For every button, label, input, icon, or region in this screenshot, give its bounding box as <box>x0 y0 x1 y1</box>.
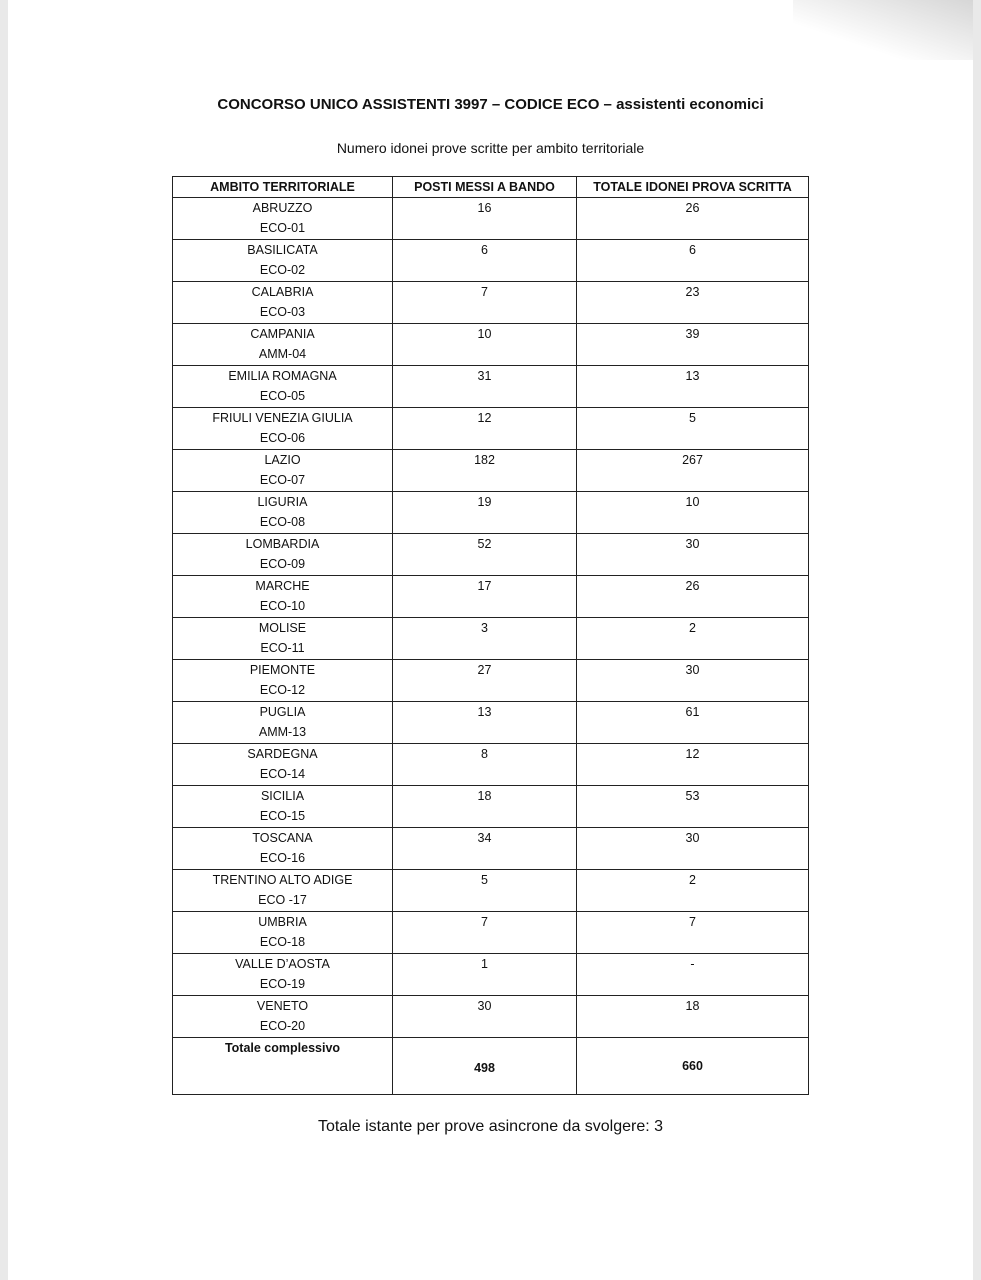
total-idonei-cell <box>577 1038 809 1095</box>
footer-note: Totale istante per prove asincrone da svolgere: 3 <box>317 1118 664 1135</box>
idonei-value: 10 <box>685 495 700 509</box>
region-name: ABRUZZO <box>252 201 313 215</box>
ambito-cell <box>173 366 393 408</box>
ambito-cell <box>173 450 393 492</box>
posti-value: 3 <box>481 621 488 635</box>
posti-value: 5 <box>481 873 488 887</box>
region-name: EMILIA ROMAGNA <box>228 369 337 383</box>
table-total-row <box>173 1038 809 1095</box>
total-label-cell <box>173 1038 393 1095</box>
table-row <box>173 996 809 1038</box>
posti-value: 16 <box>477 201 492 215</box>
region-code: ECO-10 <box>259 599 306 613</box>
ambito-cell <box>173 786 393 828</box>
table-row <box>173 828 809 870</box>
region-name: VENETO <box>256 999 309 1013</box>
region-name: BASILICATA <box>247 243 318 257</box>
idonei-cell <box>577 366 809 408</box>
idonei-value: 61 <box>685 705 700 719</box>
posti-value: 182 <box>474 453 495 467</box>
region-name: LAZIO <box>264 453 301 467</box>
table-row <box>173 366 809 408</box>
idonei-value: 30 <box>685 537 700 551</box>
table-row <box>173 954 809 996</box>
region-name: PIEMONTE <box>249 663 316 677</box>
region-code: ECO-14 <box>259 767 306 781</box>
region-code: ECO-02 <box>259 263 306 277</box>
region-name: TRENTINO ALTO ADIGE <box>212 873 353 887</box>
idonei-value: 23 <box>685 285 700 299</box>
ambito-cell <box>173 408 393 450</box>
posti-cell <box>393 870 577 912</box>
table-body <box>173 198 809 1095</box>
idonei-value: 6 <box>689 243 696 257</box>
posti-value: 27 <box>477 663 492 677</box>
posti-cell <box>393 324 577 366</box>
region-name: TOSCANA <box>252 831 313 845</box>
table-row <box>173 870 809 912</box>
posti-value: 1 <box>481 957 488 971</box>
idonei-value: 13 <box>685 369 700 383</box>
table-row <box>173 912 809 954</box>
idonei-cell <box>577 660 809 702</box>
table-row <box>173 450 809 492</box>
region-name: LIGURIA <box>257 495 308 509</box>
region-code: ECO-12 <box>259 683 306 697</box>
table-row <box>173 240 809 282</box>
table-row <box>173 282 809 324</box>
posti-cell <box>393 702 577 744</box>
region-code: ECO-20 <box>259 1019 306 1033</box>
region-name: SARDEGNA <box>247 747 318 761</box>
ambito-cell <box>173 534 393 576</box>
posti-value: 17 <box>477 579 492 593</box>
table-row <box>173 744 809 786</box>
ambito-cell <box>173 996 393 1038</box>
ambito-cell <box>173 744 393 786</box>
posti-cell <box>393 198 577 240</box>
region-code: ECO-01 <box>259 221 306 235</box>
posti-value: 52 <box>477 537 492 551</box>
region-name: LOMBARDIA <box>245 537 320 551</box>
idonei-cell <box>577 828 809 870</box>
region-code: ECO-05 <box>259 389 306 403</box>
header-ambito: AMBITO TERRITORIALE <box>173 177 393 198</box>
ambito-cell <box>173 324 393 366</box>
region-name: CALABRIA <box>251 285 314 299</box>
page-corner-shadow <box>793 0 973 60</box>
ambito-cell <box>173 702 393 744</box>
idonei-cell <box>577 324 809 366</box>
idonei-cell <box>577 996 809 1038</box>
posti-value: 6 <box>481 243 488 257</box>
ambito-cell <box>173 660 393 702</box>
posti-value: 8 <box>481 747 488 761</box>
header-idonei: TOTALE IDONEI PROVA SCRITTA <box>577 177 809 198</box>
results-table <box>172 176 809 1095</box>
posti-value: 31 <box>477 369 492 383</box>
idonei-value: 12 <box>685 747 700 761</box>
posti-cell <box>393 450 577 492</box>
ambito-cell <box>173 282 393 324</box>
document-subtitle: Numero idonei prove scritte per ambito territoriale <box>336 140 645 156</box>
ambito-cell <box>173 912 393 954</box>
posti-value: 18 <box>477 789 492 803</box>
region-code: AMM-04 <box>258 347 307 361</box>
posti-value: 12 <box>477 411 492 425</box>
idonei-cell <box>577 576 809 618</box>
idonei-cell <box>577 870 809 912</box>
idonei-value: 26 <box>685 201 700 215</box>
idonei-value: - <box>690 957 695 971</box>
idonei-cell <box>577 492 809 534</box>
table-row <box>173 198 809 240</box>
table-row <box>173 324 809 366</box>
posti-value: 13 <box>477 705 492 719</box>
region-code: ECO-03 <box>259 305 306 319</box>
region-code: ECO-11 <box>260 641 305 655</box>
idonei-value: 2 <box>689 621 696 635</box>
idonei-cell <box>577 198 809 240</box>
idonei-value: 2 <box>689 873 696 887</box>
region-code: ECO-08 <box>259 515 306 529</box>
ambito-cell <box>173 576 393 618</box>
posti-value: 34 <box>477 831 492 845</box>
posti-cell <box>393 282 577 324</box>
idonei-cell <box>577 702 809 744</box>
total-idonei: 660 <box>682 1059 703 1073</box>
idonei-value: 53 <box>685 789 700 803</box>
idonei-value: 30 <box>685 663 700 677</box>
posti-cell <box>393 660 577 702</box>
posti-value: 19 <box>477 495 492 509</box>
idonei-cell <box>577 618 809 660</box>
table-row <box>173 786 809 828</box>
idonei-value: 18 <box>685 999 700 1013</box>
posti-cell <box>393 492 577 534</box>
idonei-cell <box>577 534 809 576</box>
region-code: ECO-18 <box>259 935 306 949</box>
table-row <box>173 618 809 660</box>
region-name: MARCHE <box>255 579 310 593</box>
posti-cell <box>393 408 577 450</box>
region-code: ECO -17 <box>258 893 307 907</box>
table-row <box>173 408 809 450</box>
posti-cell <box>393 576 577 618</box>
posti-cell <box>393 912 577 954</box>
ambito-cell <box>173 198 393 240</box>
idonei-value: 26 <box>685 579 700 593</box>
posti-value: 7 <box>481 285 488 299</box>
idonei-cell <box>577 954 809 996</box>
idonei-value: 39 <box>685 327 700 341</box>
table-row <box>173 660 809 702</box>
posti-cell <box>393 366 577 408</box>
header-posti: POSTI MESSI A BANDO <box>393 177 577 198</box>
region-name: VALLE D’AOSTA <box>235 957 330 971</box>
posti-cell <box>393 828 577 870</box>
idonei-cell <box>577 744 809 786</box>
ambito-cell <box>173 828 393 870</box>
region-code: AMM-13 <box>258 725 307 739</box>
ambito-cell <box>173 870 393 912</box>
region-name: SICILIA <box>260 789 305 803</box>
table-row <box>173 534 809 576</box>
region-name: FRIULI VENEZIA GIULIA <box>212 411 353 425</box>
region-code: ECO-09 <box>259 557 306 571</box>
ambito-cell <box>173 618 393 660</box>
region-code: ECO-06 <box>259 431 306 445</box>
posti-cell <box>393 534 577 576</box>
posti-cell <box>393 954 577 996</box>
region-name: PUGLIA <box>259 705 306 719</box>
posti-cell <box>393 618 577 660</box>
region-name: MOLISE <box>258 621 307 635</box>
posti-cell <box>393 240 577 282</box>
table-row <box>173 492 809 534</box>
ambito-cell <box>173 954 393 996</box>
posti-value: 10 <box>477 327 492 341</box>
ambito-cell <box>173 492 393 534</box>
posti-cell <box>393 744 577 786</box>
idonei-cell <box>577 786 809 828</box>
posti-value: 7 <box>481 915 488 929</box>
idonei-cell <box>577 450 809 492</box>
idonei-cell <box>577 408 809 450</box>
idonei-value: 7 <box>689 915 696 929</box>
region-code: ECO-07 <box>259 473 306 487</box>
region-name: CAMPANIA <box>250 327 315 341</box>
idonei-cell <box>577 240 809 282</box>
total-posti: 498 <box>474 1061 495 1075</box>
region-code: ECO-16 <box>259 851 306 865</box>
region-code: ECO-19 <box>259 977 306 991</box>
idonei-cell <box>577 912 809 954</box>
total-label: Totale complessivo <box>224 1041 341 1055</box>
idonei-value: 267 <box>682 453 703 467</box>
idonei-value: 30 <box>685 831 700 845</box>
idonei-value: 5 <box>689 411 696 425</box>
table-row <box>173 576 809 618</box>
ambito-cell <box>173 240 393 282</box>
posti-cell <box>393 996 577 1038</box>
table-row <box>173 702 809 744</box>
region-code: ECO-15 <box>259 809 306 823</box>
document-title: CONCORSO UNICO ASSISTENTI 3997 – CODICE ECO – assistenti economici <box>217 96 764 113</box>
table-header-row <box>173 177 809 198</box>
idonei-cell <box>577 282 809 324</box>
posti-value: 30 <box>477 999 492 1013</box>
total-posti-cell <box>393 1038 577 1095</box>
posti-cell <box>393 786 577 828</box>
region-name: UMBRIA <box>258 915 307 929</box>
